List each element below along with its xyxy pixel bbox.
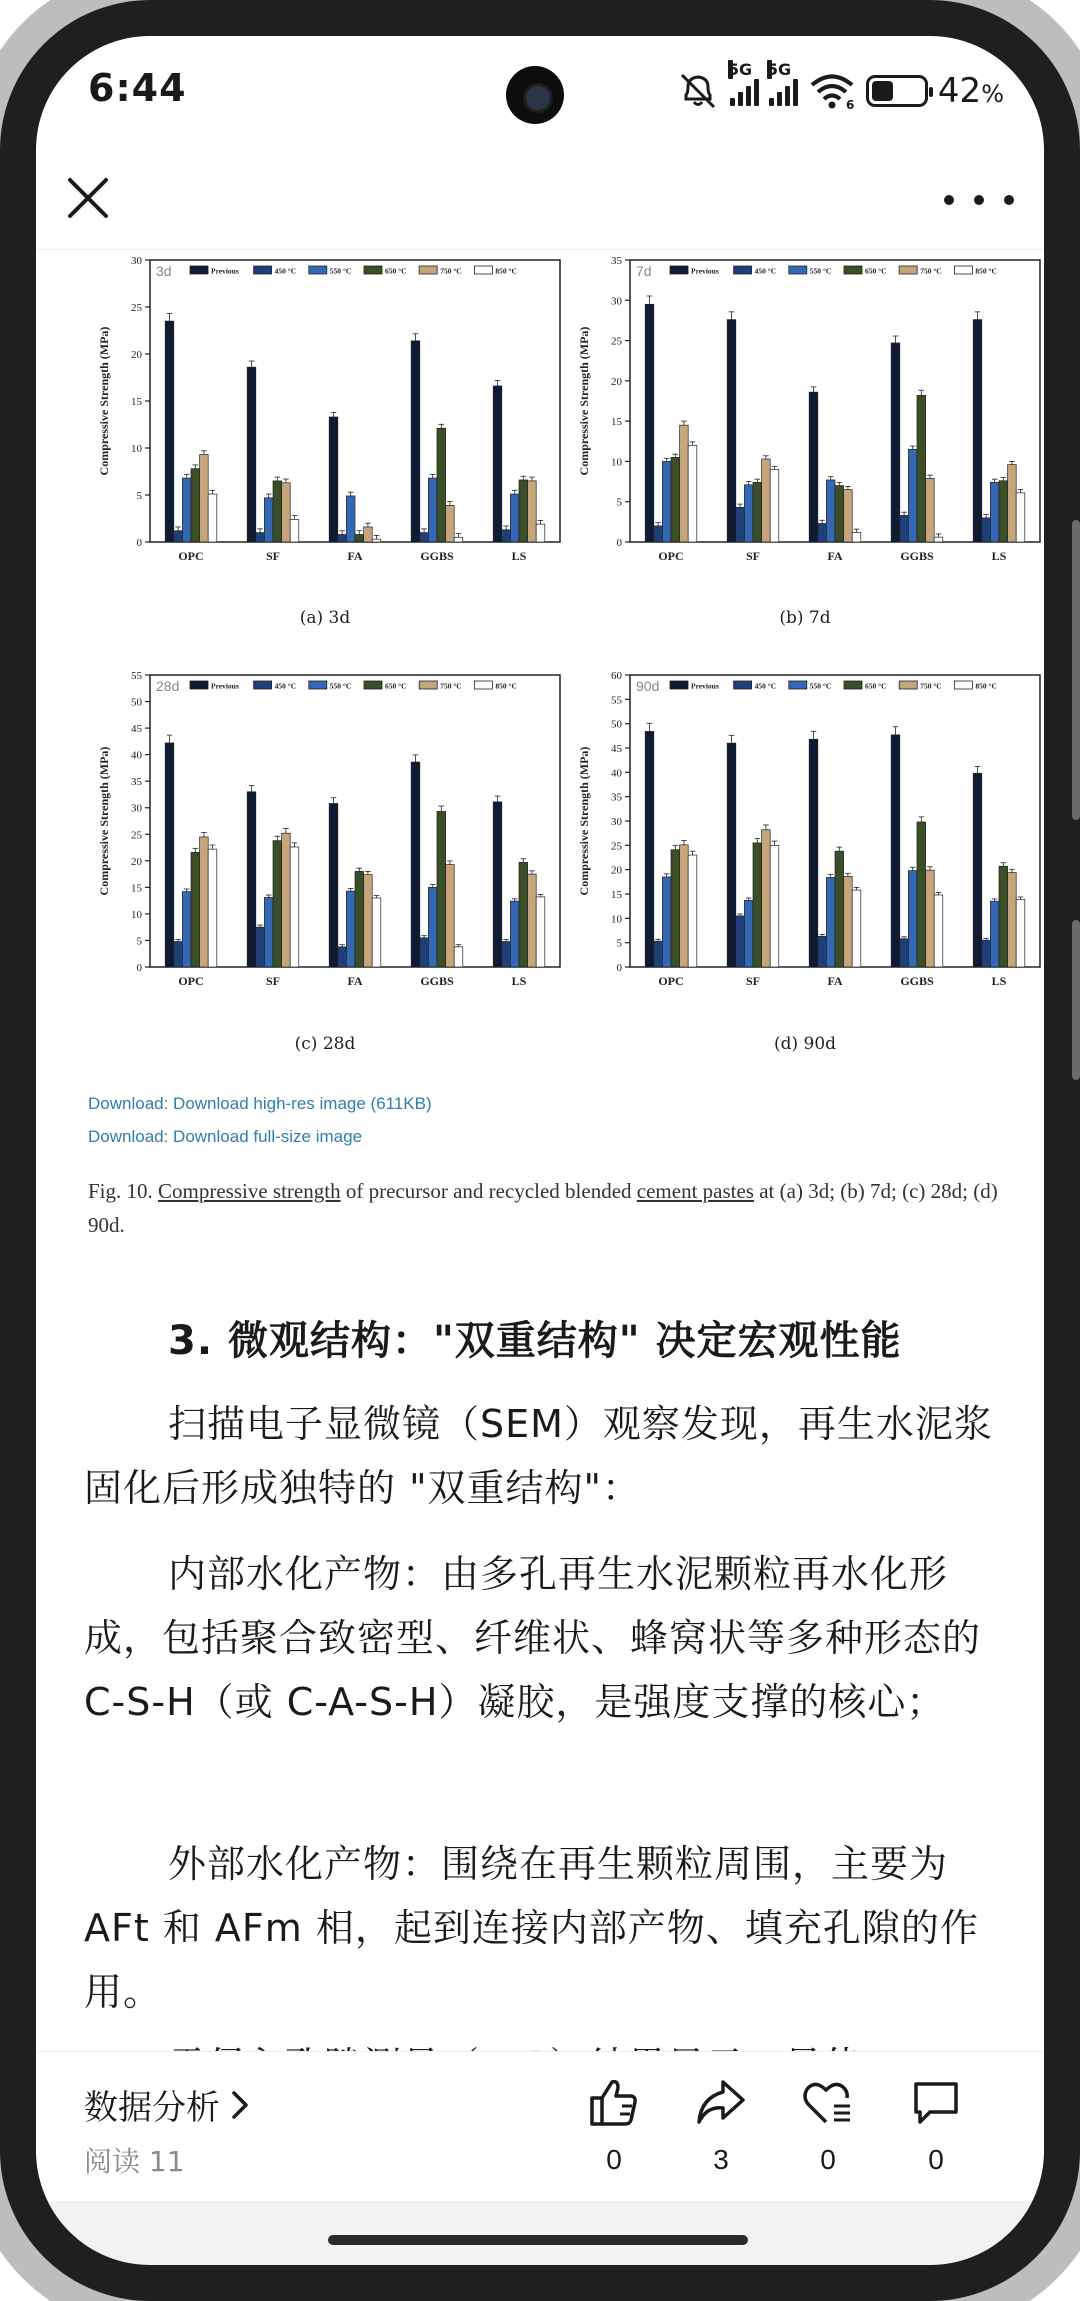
x-tick-label: LS: [511, 974, 527, 988]
share-icon: [693, 2076, 749, 2128]
bar: [191, 469, 200, 542]
legend-swatch: [419, 266, 437, 274]
y-axis-label: Compressive Strength (MPa): [577, 746, 591, 896]
legend-swatch: [954, 266, 972, 274]
bar: [671, 850, 680, 967]
bar: [247, 792, 256, 967]
bar: [411, 341, 420, 542]
bar: [536, 524, 545, 542]
volume-button: [1072, 520, 1080, 820]
legend-swatch: [364, 266, 382, 274]
legend-label: Previous: [211, 681, 239, 691]
share-count: 3: [713, 2144, 729, 2175]
legend-label: 550 °C: [329, 681, 352, 691]
bar: [428, 887, 437, 967]
legend-swatch: [670, 266, 688, 274]
legend-label: 750 °C: [440, 266, 462, 276]
bar: [753, 482, 762, 542]
y-tick-label: 15: [131, 396, 142, 408]
bar: [502, 530, 511, 542]
bar: [329, 803, 338, 967]
bar: [446, 505, 455, 542]
article-content[interactable]: [36, 252, 1044, 2125]
panel-label: 3d: [156, 263, 172, 279]
caption-link-cement-pastes[interactable]: cement pastes: [636, 1179, 754, 1203]
more-button[interactable]: [944, 180, 1014, 220]
y-axis-label: Compressive Strength (MPa): [97, 326, 111, 476]
y-tick-label: 55: [131, 670, 142, 682]
read-count: 阅读 11: [84, 2145, 185, 2178]
legend-swatch: [309, 681, 327, 689]
bar: [510, 494, 519, 542]
y-tick-label: 25: [611, 335, 622, 348]
x-tick-label: LS: [991, 549, 1007, 563]
paragraph: 外部水化产物：围绕在再生颗粒周围，主要为 AFt 和 AFm 相，起到连接内部产物、填充孔隙的作用。: [84, 1842, 979, 2014]
bar: [753, 843, 762, 967]
download-high-res-link[interactable]: Download: Download high-res image (611KB): [88, 1094, 432, 1113]
y-tick-label: 35: [611, 255, 622, 267]
bar: [770, 845, 779, 967]
bar: [662, 461, 671, 542]
y-tick-label: 30: [131, 802, 142, 815]
bar: [744, 900, 753, 967]
bar: [844, 490, 853, 542]
legend-label: 450 °C: [754, 681, 777, 691]
bar: [182, 892, 191, 967]
x-tick-label: SF: [745, 549, 761, 563]
y-tick-label: 10: [131, 443, 142, 455]
bar-chart-28d: [80, 667, 570, 1007]
y-tick-label: 20: [131, 349, 142, 361]
bar: [826, 480, 835, 542]
panel-label: 7d: [636, 263, 652, 279]
legend-swatch: [789, 266, 807, 274]
bar: [493, 386, 502, 542]
chart-panel-28d: [80, 667, 570, 1067]
bar: [372, 898, 381, 967]
bar: [182, 478, 191, 542]
legend-label: 650 °C: [865, 681, 887, 691]
bar: [900, 939, 909, 967]
legend-label: 850 °C: [495, 266, 517, 276]
bar: [809, 739, 818, 967]
bar: [191, 852, 200, 967]
bar: [454, 947, 463, 967]
wifi-icon: [808, 72, 856, 110]
bar: [273, 481, 282, 542]
bar: [900, 515, 909, 542]
bar: [736, 916, 745, 967]
bar: [982, 518, 991, 542]
y-tick-label: 15: [611, 416, 622, 429]
bar: [645, 731, 654, 967]
bar: [999, 481, 1008, 542]
y-tick-label: 5: [136, 490, 142, 502]
paragraph: 扫描电子显微镜（SEM）观察发现，再生水泥浆固化后形成独特的 "双重结构"：: [84, 1402, 993, 1510]
bar: [454, 537, 463, 542]
bar: [818, 523, 827, 542]
legend-swatch: [954, 681, 972, 689]
like-button[interactable]: [574, 2076, 654, 2176]
legend-label: 850 °C: [495, 681, 517, 691]
bar: [809, 392, 818, 542]
y-tick-label: 0: [616, 962, 622, 974]
legend-label: 450 °C: [274, 266, 297, 276]
bar: [891, 735, 900, 967]
bar: [671, 457, 680, 542]
x-tick-label: LS: [991, 974, 1007, 988]
bar: [329, 417, 338, 542]
bar: [744, 485, 753, 542]
y-tick-label: 55: [611, 694, 622, 707]
like-count: 0: [606, 2144, 622, 2175]
bar: [364, 875, 373, 967]
bar: [420, 938, 429, 967]
bar: [852, 532, 861, 542]
bar: [519, 862, 528, 967]
bar: [519, 480, 528, 542]
signal-5g-2-icon: 5G: [769, 76, 798, 106]
bar: [282, 483, 291, 542]
legend-label: 550 °C: [809, 266, 832, 276]
bar: [990, 901, 999, 967]
bar: [364, 527, 373, 542]
y-tick-label: 25: [611, 840, 622, 853]
x-tick-label: LS: [511, 549, 527, 563]
bar: [282, 833, 291, 967]
bar: [852, 890, 861, 967]
bar: [645, 304, 654, 542]
legend-swatch: [789, 681, 807, 689]
bar: [174, 531, 183, 542]
legend-swatch: [899, 266, 917, 274]
bar: [346, 891, 355, 967]
bar: [934, 895, 943, 967]
bar: [736, 507, 745, 542]
bar-chart-90d: [560, 667, 1044, 1007]
panel-label: 28d: [156, 678, 180, 694]
favorite-icon: [800, 2076, 856, 2128]
y-tick-label: 0: [136, 537, 142, 549]
bar: [338, 947, 347, 967]
y-tick-label: 10: [611, 913, 622, 926]
y-tick-label: 30: [611, 295, 622, 308]
bar: [727, 743, 736, 967]
legend-swatch: [364, 681, 382, 689]
x-tick-label: OPC: [178, 549, 204, 563]
thumbs-up-icon: [586, 2076, 642, 2128]
y-axis-label: Compressive Strength (MPa): [97, 746, 111, 896]
bar: [264, 498, 273, 542]
x-tick-label: OPC: [178, 974, 204, 988]
status-time: 6:44: [88, 66, 187, 110]
bar: [654, 941, 663, 967]
x-tick-label: SF: [265, 549, 281, 563]
legend-swatch: [190, 266, 208, 274]
legend-label: 650 °C: [385, 681, 407, 691]
bar: [891, 343, 900, 542]
comment-button[interactable]: [896, 2076, 976, 2176]
bar: [1008, 873, 1017, 967]
legend-swatch: [474, 681, 492, 689]
bar: [844, 876, 853, 967]
front-camera: [506, 66, 564, 124]
y-tick-label: 30: [611, 816, 622, 828]
y-tick-label: 15: [611, 889, 622, 901]
bar: [982, 940, 991, 967]
y-tick-label: 0: [616, 537, 622, 549]
chart-caption: (b) 7d: [779, 608, 831, 628]
bar: [688, 445, 697, 542]
bar: [934, 537, 943, 542]
battery-icon: [866, 75, 928, 107]
x-tick-label: FA: [827, 549, 843, 563]
legend-swatch: [254, 266, 272, 274]
bar: [437, 811, 446, 967]
y-tick-label: 50: [131, 696, 142, 709]
legend-label: 550 °C: [329, 266, 352, 276]
bottom-action-bar: [36, 2051, 1044, 2201]
bar: [502, 942, 511, 967]
power-button: [1072, 920, 1080, 1080]
bar: [818, 936, 827, 967]
bar: [917, 822, 926, 967]
bar: [428, 478, 437, 542]
bar: [290, 519, 299, 542]
y-tick-label: 15: [131, 882, 142, 895]
favorite-count: 0: [820, 2144, 836, 2175]
y-tick-label: 10: [131, 908, 142, 921]
paragraph: 内部水化产物：由多孔再生水泥颗粒再水化形成，包括聚合致密型、纤维状、蜂窝状等多种形态的 C-S-H（或 C-A-S-H）凝胶，是强度支撑的核心；: [84, 1552, 982, 1724]
bar: [680, 425, 689, 542]
bar: [908, 449, 917, 542]
y-tick-label: 30: [131, 255, 142, 267]
bar: [346, 496, 355, 542]
y-tick-label: 25: [131, 829, 142, 842]
legend-label: 450 °C: [274, 681, 297, 691]
legend-swatch: [419, 681, 437, 689]
legend-label: 850 °C: [975, 681, 997, 691]
nav-bar-area: [36, 2201, 1044, 2265]
bar: [908, 871, 917, 967]
bar: [264, 897, 273, 967]
bar: [727, 320, 736, 542]
bar: [1008, 465, 1017, 542]
bar: [411, 762, 420, 967]
x-tick-label: GGBS: [900, 549, 934, 563]
app-header: [36, 150, 1044, 250]
legend-swatch: [670, 681, 688, 689]
status-bar: [36, 36, 1044, 146]
bar: [200, 455, 209, 542]
legend-label: 650 °C: [385, 266, 407, 276]
legend-label: Previous: [691, 266, 719, 276]
signal-5g-1-icon: 5G: [730, 76, 759, 106]
bar: [926, 478, 935, 542]
bar: [1016, 899, 1025, 967]
bar: [973, 320, 982, 542]
bar: [247, 367, 256, 542]
caption-link-compressive-strength[interactable]: Compressive strength: [158, 1179, 341, 1203]
legend-swatch: [254, 681, 272, 689]
bar: [208, 849, 217, 967]
bar: [208, 494, 217, 542]
section-heading: 3. 微观结构："双重结构" 决定宏观性能: [168, 1318, 902, 1364]
bar: [437, 428, 446, 542]
bar: [256, 927, 265, 967]
battery-percent: 42%: [937, 71, 1004, 111]
y-tick-label: 20: [131, 855, 142, 868]
comment-count: 0: [928, 2144, 944, 2175]
figure-caption: Fig. 10. Compressive strength of precursor and recycled blended cement pastes at (a) 3d; (b) 7d; (c) 28d; (d) 90d.: [88, 1179, 998, 1237]
bar: [835, 851, 844, 967]
bar: [536, 897, 545, 967]
panel-label: 90d: [636, 678, 660, 694]
y-tick-label: 5: [616, 937, 622, 950]
bar: [493, 802, 502, 967]
bar: [256, 533, 265, 542]
x-tick-label: FA: [347, 549, 363, 563]
y-tick-label: 5: [136, 935, 142, 948]
chart-caption: (c) 28d: [294, 1034, 356, 1054]
bar: [174, 942, 183, 967]
legend-label: 850 °C: [975, 266, 997, 276]
bar: [926, 870, 935, 967]
legend-swatch: [190, 681, 208, 689]
bar: [654, 526, 663, 542]
x-tick-label: SF: [745, 974, 761, 988]
legend-label: 650 °C: [865, 266, 887, 276]
bar: [510, 901, 519, 967]
bar: [680, 845, 689, 967]
chevron-right-icon: [230, 2089, 250, 2121]
x-tick-label: GGBS: [420, 974, 454, 988]
bar: [770, 469, 779, 542]
legend-swatch: [474, 266, 492, 274]
bar: [355, 871, 364, 967]
more-icon: [944, 195, 954, 205]
y-tick-label: 10: [611, 456, 622, 469]
bar: [826, 877, 835, 967]
legend-label: 450 °C: [754, 266, 777, 276]
x-tick-label: OPC: [658, 974, 684, 988]
bar: [420, 533, 429, 542]
bar: [662, 877, 671, 967]
y-tick-label: 35: [131, 776, 142, 789]
bar: [835, 486, 844, 542]
bar: [688, 855, 697, 967]
bar: [372, 539, 381, 542]
y-tick-label: 20: [611, 864, 622, 877]
chart-panel-7d: [560, 252, 1044, 642]
legend-swatch: [844, 266, 862, 274]
bar: [528, 481, 537, 542]
x-tick-label: OPC: [658, 549, 684, 563]
download-full-size-link[interactable]: Download: Download full-size image: [88, 1127, 363, 1146]
bar: [355, 534, 364, 542]
bar: [762, 830, 771, 967]
y-tick-label: 60: [611, 670, 622, 682]
legend-label: 750 °C: [440, 681, 462, 691]
bar: [338, 534, 347, 542]
y-tick-label: 35: [611, 791, 622, 804]
chart-panel-3d: [80, 252, 570, 642]
bar-chart-3d: [80, 252, 570, 582]
y-tick-label: 50: [611, 718, 622, 731]
share-button[interactable]: [681, 2076, 761, 2176]
chart-caption: (a) 3d: [299, 608, 351, 628]
legend-swatch: [734, 266, 752, 274]
x-tick-label: FA: [827, 974, 843, 988]
close-button[interactable]: [58, 168, 118, 228]
legend-label: Previous: [691, 681, 719, 691]
legend-label: 750 °C: [920, 681, 942, 691]
close-icon: [58, 168, 118, 228]
y-axis-label: Compressive Strength (MPa): [577, 326, 591, 476]
bar: [528, 874, 537, 967]
legend-label: 550 °C: [809, 681, 832, 691]
bar: [446, 865, 455, 967]
favorite-button[interactable]: [788, 2076, 868, 2176]
y-tick-label: 45: [611, 743, 622, 755]
bar: [273, 841, 282, 967]
legend-swatch: [309, 266, 327, 274]
bar: [165, 743, 174, 967]
comment-icon: [908, 2076, 964, 2128]
bar: [290, 847, 299, 967]
topic-link[interactable]: 数据分析: [84, 2080, 250, 2129]
chart-panel-90d: [560, 667, 1044, 1067]
bar: [165, 321, 174, 542]
y-tick-label: 25: [131, 302, 142, 314]
bar: [917, 395, 926, 542]
x-tick-label: FA: [347, 974, 363, 988]
x-tick-label: SF: [265, 974, 281, 988]
bar: [762, 459, 771, 542]
legend-swatch: [844, 681, 862, 689]
figure-10: [80, 252, 1044, 1062]
bar-chart-7d: [560, 252, 1044, 582]
svg-text:6: 6: [845, 98, 855, 110]
y-tick-label: 45: [131, 723, 142, 736]
legend-label: 750 °C: [920, 266, 942, 276]
y-tick-label: 0: [136, 962, 142, 974]
y-tick-label: 40: [131, 749, 142, 762]
status-icons: [676, 60, 1004, 116]
bar: [990, 482, 999, 542]
y-tick-label: 5: [616, 496, 622, 509]
legend-swatch: [734, 681, 752, 689]
legend-swatch: [899, 681, 917, 689]
y-tick-label: 20: [611, 375, 622, 388]
bar: [200, 837, 209, 967]
y-tick-label: 40: [611, 767, 622, 780]
mute-icon: [676, 71, 720, 111]
bar: [1016, 493, 1025, 542]
home-indicator[interactable]: [328, 2235, 748, 2245]
x-tick-label: GGBS: [900, 974, 934, 988]
bar: [973, 773, 982, 967]
chart-caption: (d) 90d: [773, 1034, 837, 1054]
legend-label: Previous: [211, 266, 239, 276]
bar: [999, 866, 1008, 967]
x-tick-label: GGBS: [420, 549, 454, 563]
